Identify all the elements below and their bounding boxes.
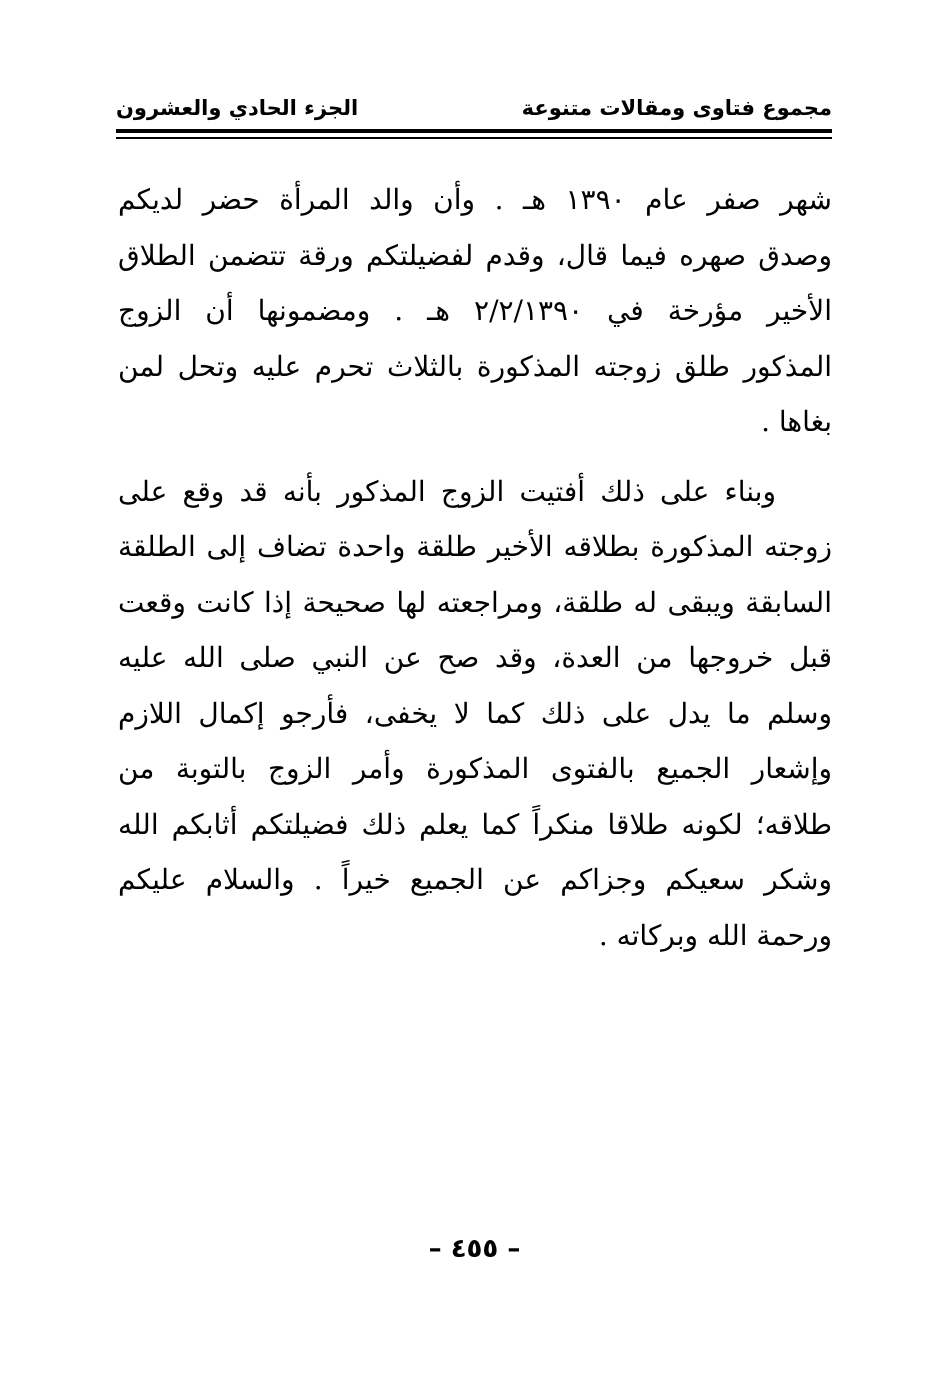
text-line: وإشعار الجميع بالفتوى المذكورة وأمر الزوج بالتوبة من — [118, 752, 832, 785]
running-header — [116, 92, 832, 130]
text-line: وبناء على ذلك أفتيت الزوج المذكور بأنه قد وقع على — [118, 474, 776, 508]
text-line: الأخير مؤرخة في ٢/٢/١٣٩٠ هـ . ومضمونها أن الزوج — [118, 294, 832, 327]
book-title: مجموع فتاوى ومقالات متنوعة — [521, 96, 832, 120]
text-line: قبل خروجها من العدة، وقد صح عن النبي صلى الله عليه — [118, 641, 832, 674]
body-text — [118, 172, 832, 963]
text-line: وسلم ما يدل على ذلك كما لا يخفى، فأرجو إكمال اللازم — [118, 696, 832, 730]
header-rule-thin — [116, 137, 832, 139]
text-line: بغاها . — [761, 405, 832, 438]
text-line: طلاقه؛ لكونه طلاقا منكراً كما يعلم ذلك فضيلتكم أثابكم الله — [118, 807, 832, 841]
paragraph-2 — [118, 464, 832, 964]
text-line: السابقة ويبقى له طلقة، ومراجعته لها صحيحة إذا كانت وقعت — [118, 585, 832, 619]
text-line: المذكور طلق زوجته المذكورة بالثلاث تحرم عليه وتحل لمن — [118, 349, 832, 383]
text-line: ورحمة الله وبركاته . — [598, 918, 832, 952]
page-number: – ٤٥٥ – — [428, 1234, 521, 1264]
text-line: زوجته المذكورة بطلاقه الأخير طلقة واحدة تضاف إلى الطلقة — [118, 530, 832, 563]
volume-label: الجزء الحادي والعشرون — [116, 96, 359, 120]
text-line: شهر صفر عام ١٣٩٠ هـ . وأن والد المرأة حضر لديكم — [118, 183, 832, 216]
text-line: وصدق صهره فيما قال، وقدم لفضيلتكم ورقة تتضمن الطلاق — [118, 238, 832, 272]
header-rule-thick — [116, 129, 832, 133]
paragraph-1 — [118, 172, 832, 450]
text-line: وشكر سعيكم وجزاكم عن الجميع خيراً . والسلام عليكم — [118, 863, 832, 896]
